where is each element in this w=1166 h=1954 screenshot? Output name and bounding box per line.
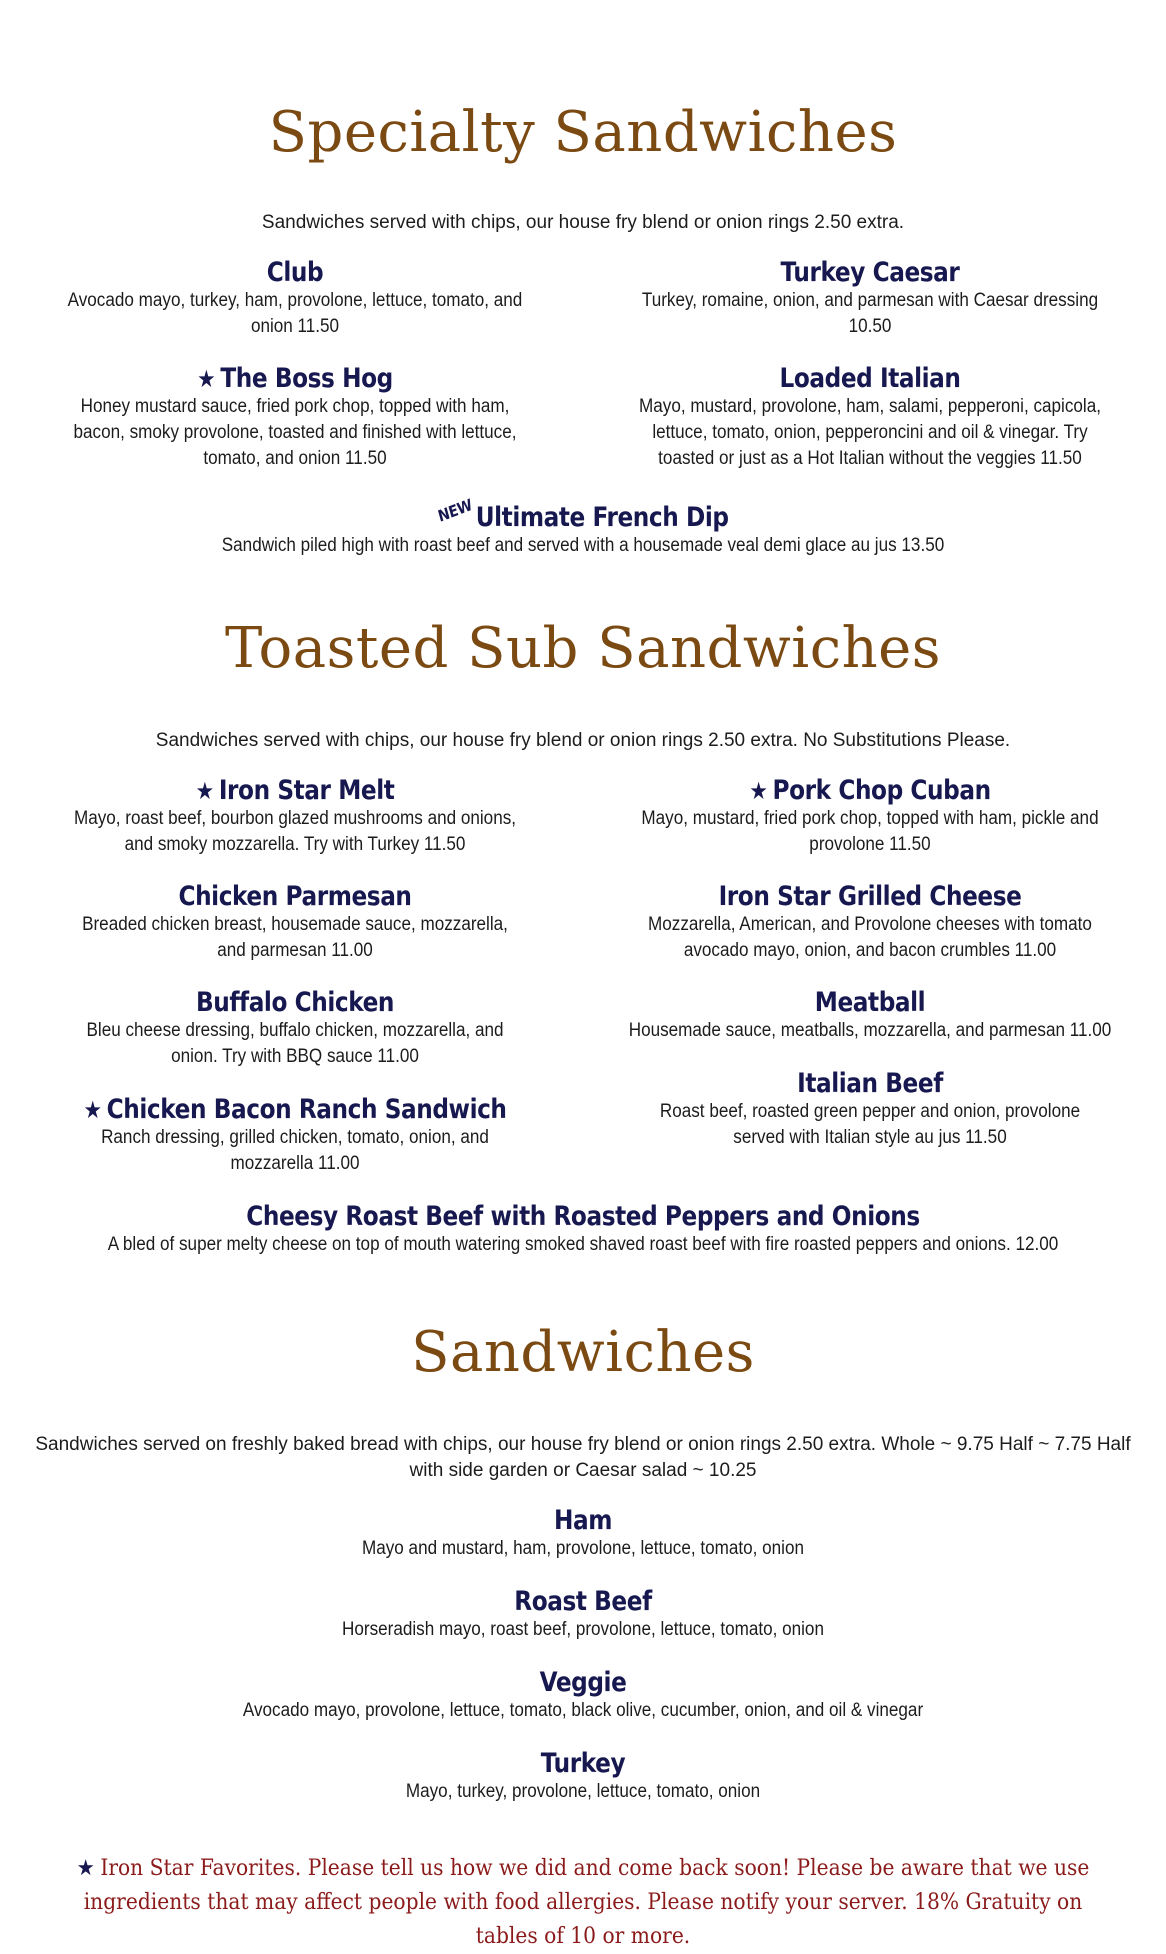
menu-item-ultimate-french-dip	[40, 496, 1126, 559]
item-desc: Avocado mayo, provolone, lettuce, tomato, black olive, cucumber, onion, and oil & vinegar	[242, 1700, 924, 1721]
item-name: Ham	[553, 1505, 612, 1536]
menu-item-chicken-parmesan	[40, 882, 550, 964]
item-desc: Turkey, romaine, onion, and parmesan with Caesar dressing 10.50	[641, 290, 1099, 337]
item-name: ★ Chicken Bacon Ranch Sandwich	[83, 1094, 507, 1125]
section-intro-subs: Sandwiches served with chips, our house fry blend or onion rings 2.50 extra. No Substitutions Please.	[155, 730, 1011, 751]
star-icon: ★	[76, 1856, 95, 1881]
menu-item-club	[40, 258, 550, 340]
item-name: Turkey	[540, 1748, 626, 1779]
item-name: ★ Pork Chop Cuban	[749, 775, 991, 806]
star-icon: ★	[195, 777, 214, 805]
item-name: Meatball	[814, 987, 926, 1018]
section-title-specialty: Specialty Sandwiches	[268, 100, 898, 165]
star-icon: ★	[749, 777, 768, 805]
item-desc: Bleu cheese dressing, buffalo chicken, mozzarella, and onion. Try with BBQ sauce 11.00	[86, 1020, 504, 1067]
item-desc: Mayo and mustard, ham, provolone, lettuce, tomato, onion	[361, 1538, 804, 1559]
menu-item-turkey	[40, 1749, 1126, 1805]
menu-item-meatball	[600, 988, 1140, 1044]
item-name: ★ Iron Star Melt	[195, 775, 395, 806]
item-name: Roast Beef	[514, 1586, 652, 1617]
section-intro-sandwiches: Sandwiches served on freshly baked bread with chips, our house fry blend or onion rings 2.50 extra. Whole ~ 9.75 Half ~ 7.75 Half with side garden or Caesar salad ~ 10.25	[35, 1434, 1131, 1481]
menu-item-veggie	[40, 1668, 1126, 1724]
menu-item-cheesy-roast-beef	[40, 1202, 1126, 1258]
item-name: NEWUltimate French Dip	[116, 496, 1050, 533]
item-desc: Horseradish mayo, roast beef, provolone, lettuce, tomato, onion	[342, 1619, 824, 1640]
footer-text: Iron Star Favorites. Please tell us how we did and come back soon! Please be aware that we use ingredients that may affect people with food allergies. Please notify your server. 18% Gratuity on tables of 10 or more.	[83, 1856, 1090, 1949]
item-desc: Breaded chicken breast, housemade sauce, mozzarella, and parmesan 11.00	[82, 914, 508, 961]
item-desc: Mayo, turkey, provolone, lettuce, tomato, onion	[405, 1781, 761, 1802]
item-name: Club	[266, 257, 324, 288]
section-title-sandwiches: Sandwiches	[411, 1320, 755, 1385]
section-intro-specialty: Sandwiches served with chips, our house fry blend or onion rings 2.50 extra.	[261, 212, 905, 233]
item-desc: Mayo, mustard, fried pork chop, topped with ham, pickle and provolone 11.50	[641, 808, 1099, 855]
star-icon: ★	[197, 365, 216, 393]
footer-note	[74, 1852, 1092, 1954]
item-name: Iron Star Grilled Cheese	[718, 881, 1022, 912]
star-icon: ★	[83, 1096, 102, 1124]
item-desc: Housemade sauce, meatballs, mozzarella, and parmesan 11.00	[628, 1020, 1112, 1041]
menu-item-chicken-bacon-ranch	[40, 1095, 550, 1177]
item-name: Turkey Caesar	[780, 257, 960, 288]
menu-item-boss-hog	[40, 364, 550, 472]
item-desc: Mayo, roast beef, bourbon glazed mushrooms and onions, and smoky mozzarella. Try with Turkey 11.50	[73, 808, 517, 855]
item-name: Loaded Italian	[779, 363, 961, 394]
item-name: Italian Beef	[797, 1068, 943, 1099]
menu-item-ham	[40, 1506, 1126, 1562]
menu-item-iron-star-melt	[40, 776, 550, 858]
item-name: Cheesy Roast Beef with Roasted Peppers and Onions	[246, 1201, 920, 1232]
item-name: Veggie	[539, 1667, 627, 1698]
menu-item-iron-star-grilled-cheese	[615, 882, 1125, 964]
item-desc: Mozzarella, American, and Provolone cheeses with tomato avocado mayo, onion, and bacon crumbles 11.00	[648, 914, 1092, 961]
item-desc: Mayo, mustard, provolone, ham, salami, pepperoni, capicola, lettuce, tomato, onion, pepperoncini and oil & vinegar. Try toasted or just as a Hot Italian without the veggies 11.50	[639, 396, 1101, 469]
item-desc: Roast beef, roasted green pepper and onion, provolone served with Italian style au jus 11.50	[659, 1101, 1081, 1148]
item-desc: Honey mustard sauce, fried pork chop, topped with ham, bacon, smoky provolone, toasted and finished with lettuce, tomato, and onion 11.50	[73, 396, 517, 469]
new-badge: NEW	[435, 495, 474, 526]
menu-item-pork-chop-cuban	[615, 776, 1125, 858]
item-name: Buffalo Chicken	[195, 987, 395, 1018]
item-desc: A bled of super melty cheese on top of mouth watering smoked shaved roast beef with fire roasted peppers and onions. 12.00	[107, 1234, 1059, 1255]
menu-item-turkey-caesar	[615, 258, 1125, 340]
item-name: ★ The Boss Hog	[197, 363, 393, 394]
item-desc: Ranch dressing, grilled chicken, tomato, onion, and mozzarella 11.00	[101, 1127, 489, 1174]
menu-item-buffalo-chicken	[40, 988, 550, 1070]
section-title-subs: Toasted Sub Sandwiches	[224, 616, 942, 681]
menu-item-loaded-italian	[610, 364, 1130, 472]
item-desc: Avocado mayo, turkey, ham, provolone, lettuce, tomato, and onion 11.50	[67, 290, 523, 337]
item-desc: Sandwich piled high with roast beef and served with a housemade veal demi glace au jus 13.50	[221, 535, 945, 556]
menu-item-italian-beef	[615, 1069, 1125, 1151]
item-name: Chicken Parmesan	[178, 881, 412, 912]
menu-item-roast-beef	[40, 1587, 1126, 1643]
